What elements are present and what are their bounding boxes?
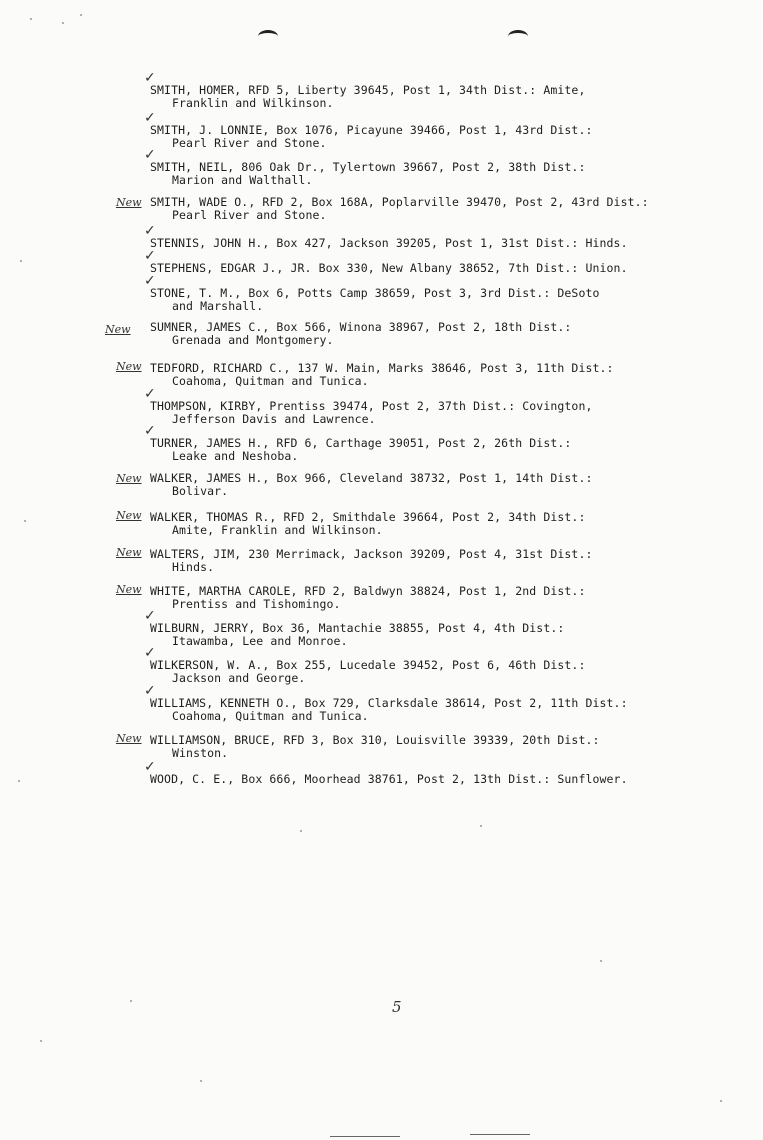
entry-line-1: SMITH, WADE O., RFD 2, Box 168A, Poplarville 39470, Post 2, 43rd Dist.: — [150, 195, 649, 209]
entry-line-1: WILLIAMS, KENNETH O., Box 729, Clarksdale 38614, Post 2, 11th Dist.: — [150, 696, 628, 710]
entry-line-2: and Marshall. — [172, 298, 264, 313]
member-entry — [150, 400, 690, 425]
entry-line-1: THOMPSON, KIRBY, Prentiss 39474, Post 2, 37th Dist.: Covington, — [150, 399, 593, 413]
member-entry — [150, 511, 690, 536]
member-entry — [150, 237, 690, 250]
checkmark-icon: ✓ — [144, 386, 156, 402]
entry-line-1: WOOD, C. E., Box 666, Moorhead 38761, Post 2, 13th Dist.: Sunflower. — [150, 772, 628, 786]
new-annotation: New — [116, 196, 142, 209]
scan-speck — [600, 960, 602, 962]
member-entry — [150, 437, 690, 462]
scan-speck — [40, 1040, 42, 1042]
entry-line-2: Jefferson Davis and Lawrence. — [172, 411, 376, 426]
new-annotation: New — [116, 732, 142, 745]
entry-line-2: Hinds. — [172, 559, 215, 574]
entry-line-1: WALKER, JAMES H., Box 966, Cleveland 38732, Post 1, 14th Dist.: — [150, 471, 593, 485]
entry-line-2: Prentiss and Tishomingo. — [172, 596, 341, 611]
entry-line-2: Pearl River and Stone. — [172, 135, 327, 150]
scan-speck — [200, 1080, 202, 1082]
checkmark-icon: ✓ — [144, 70, 156, 86]
entry-line-2: Coahoma, Quitman and Tunica. — [172, 708, 369, 723]
entry-line-1: WILLIAMSON, BRUCE, RFD 3, Box 310, Louisville 39339, 20th Dist.: — [150, 733, 600, 747]
member-entry — [150, 362, 690, 387]
page-number: 5 — [392, 998, 402, 1016]
new-annotation: New — [116, 360, 142, 373]
entry-line-1: SMITH, J. LONNIE, Box 1076, Picayune 39466, Post 1, 43rd Dist.: — [150, 123, 593, 137]
entry-line-1: WALTERS, JIM, 230 Merrimack, Jackson 39209, Post 4, 31st Dist.: — [150, 547, 593, 561]
member-entry — [150, 262, 690, 275]
scan-speck — [300, 830, 302, 832]
scan-speck — [480, 825, 482, 827]
checkmark-icon: ✓ — [144, 110, 156, 126]
member-entry — [150, 773, 690, 786]
entry-line-2: Winston. — [172, 745, 229, 760]
member-entry — [150, 548, 690, 573]
checkmark-icon: ✓ — [144, 248, 156, 264]
bottom-rule-2 — [470, 1134, 530, 1135]
scan-speck — [18, 780, 20, 782]
scan-speck — [130, 1000, 132, 1002]
entry-line-1: STENNIS, JOHN H., Box 427, Jackson 39205, Post 1, 31st Dist.: Hinds. — [150, 236, 628, 250]
entry-line-2: Pearl River and Stone. — [172, 207, 327, 222]
entry-line-2: Leake and Neshoba. — [172, 448, 299, 463]
entry-line-2: Grenada and Montgomery. — [172, 332, 334, 347]
member-entry — [150, 585, 690, 610]
bottom-rule — [330, 1136, 400, 1137]
member-entry — [150, 84, 690, 109]
entry-line-1: STONE, T. M., Box 6, Potts Camp 38659, Post 3, 3rd Dist.: DeSoto — [150, 286, 600, 300]
entry-line-2: Jackson and George. — [172, 670, 306, 685]
entry-line-2: Franklin and Wilkinson. — [172, 95, 334, 110]
new-annotation: New — [116, 472, 142, 485]
member-entry — [150, 287, 690, 312]
checkmark-icon: ✓ — [144, 147, 156, 163]
scan-speck — [30, 18, 32, 20]
entry-line-2: Amite, Franklin and Wilkinson. — [172, 522, 383, 537]
new-annotation: New — [105, 323, 131, 336]
member-entry — [150, 734, 690, 759]
member-entry — [150, 622, 690, 647]
member-entry — [150, 472, 690, 497]
new-annotation: New — [116, 546, 142, 559]
member-entry — [150, 124, 690, 149]
member-entry — [150, 161, 690, 186]
entry-line-1: WHITE, MARTHA CAROLE, RFD 2, Baldwyn 38824, Post 1, 2nd Dist.: — [150, 584, 586, 598]
checkmark-icon: ✓ — [144, 608, 156, 624]
entry-line-2: Coahoma, Quitman and Tunica. — [172, 373, 369, 388]
checkmark-icon: ✓ — [144, 423, 156, 439]
punch-hole-right — [508, 30, 528, 43]
member-entry — [150, 196, 690, 221]
checkmark-icon: ✓ — [144, 223, 156, 239]
entry-line-1: TEDFORD, RICHARD C., 137 W. Main, Marks 38646, Post 3, 11th Dist.: — [150, 361, 614, 375]
scan-speck — [20, 260, 22, 262]
scan-speck — [24, 520, 26, 522]
entry-line-1: SMITH, NEIL, 806 Oak Dr., Tylertown 39667, Post 2, 38th Dist.: — [150, 160, 586, 174]
entry-line-2: Itawamba, Lee and Monroe. — [172, 633, 348, 648]
checkmark-icon: ✓ — [144, 273, 156, 289]
scan-speck — [62, 22, 64, 24]
member-entry — [150, 321, 690, 346]
entry-line-1: STEPHENS, EDGAR J., JR. Box 330, New Albany 38652, 7th Dist.: Union. — [150, 261, 628, 275]
checkmark-icon: ✓ — [144, 759, 156, 775]
entry-line-1: SUMNER, JAMES C., Box 566, Winona 38967, Post 2, 18th Dist.: — [150, 320, 572, 334]
entry-line-1: WILKERSON, W. A., Box 255, Lucedale 39452, Post 6, 46th Dist.: — [150, 658, 586, 672]
entry-line-1: WALKER, THOMAS R., RFD 2, Smithdale 39664, Post 2, 34th Dist.: — [150, 510, 586, 524]
checkmark-icon: ✓ — [144, 683, 156, 699]
new-annotation: New — [116, 509, 142, 522]
entry-line-2: Marion and Walthall. — [172, 172, 313, 187]
scan-speck — [80, 14, 82, 16]
scan-speck — [720, 1100, 722, 1102]
checkmark-icon: ✓ — [144, 645, 156, 661]
entry-line-2: Bolivar. — [172, 483, 229, 498]
new-annotation: New — [116, 583, 142, 596]
entry-line-1: SMITH, HOMER, RFD 5, Liberty 39645, Post 1, 34th Dist.: Amite, — [150, 83, 586, 97]
punch-hole-left — [258, 30, 278, 43]
entry-line-1: TURNER, JAMES H., RFD 6, Carthage 39051, Post 2, 26th Dist.: — [150, 436, 572, 450]
member-entry — [150, 697, 690, 722]
member-entry — [150, 659, 690, 684]
entry-line-1: WILBURN, JERRY, Box 36, Mantachie 38855, Post 4, 4th Dist.: — [150, 621, 565, 635]
